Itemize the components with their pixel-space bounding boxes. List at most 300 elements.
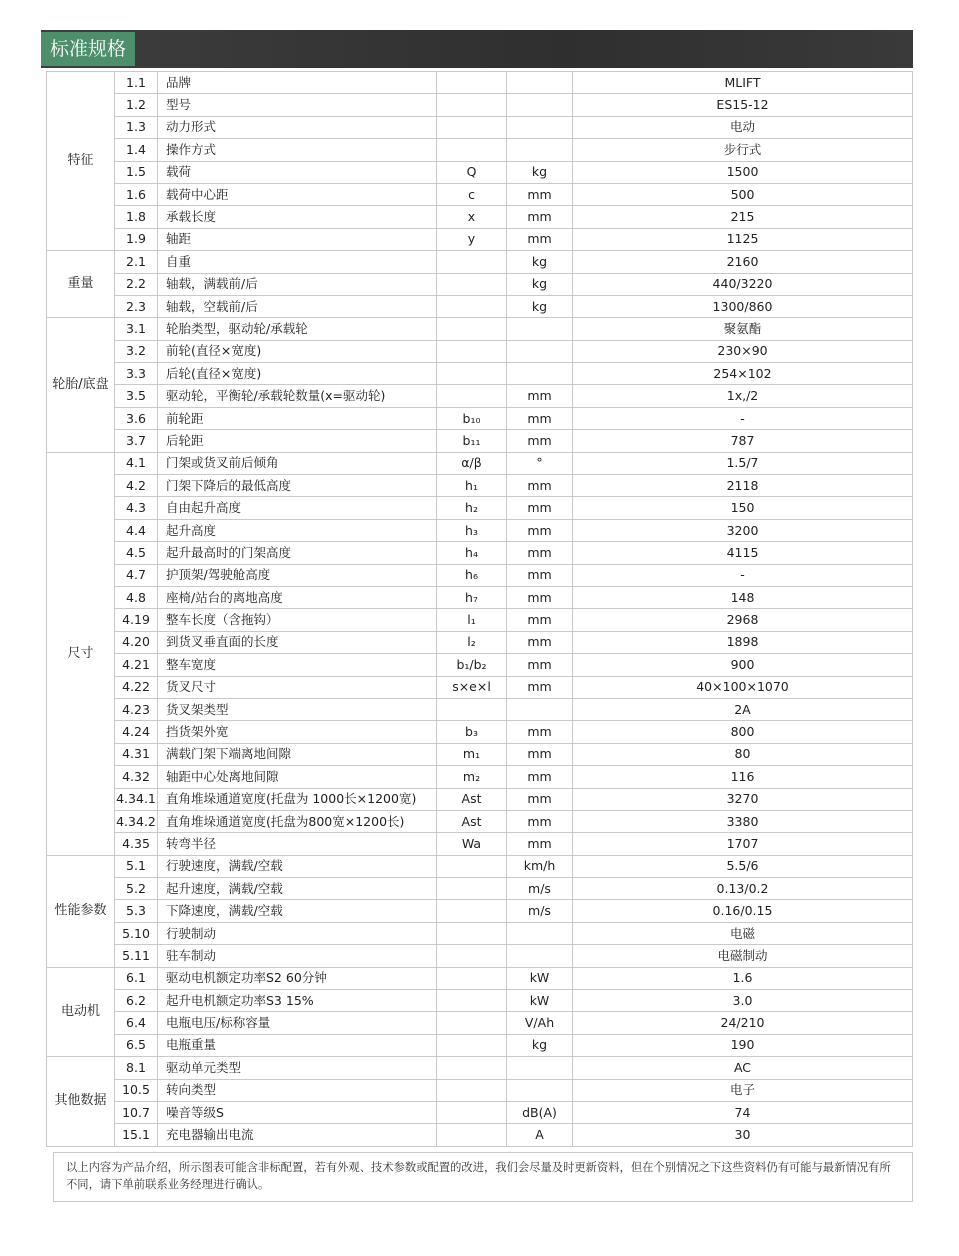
row-number: 1.5 bbox=[115, 161, 158, 183]
row-name: 行驶速度，满载/空载 bbox=[158, 855, 437, 877]
row-number: 4.34.2 bbox=[115, 810, 158, 832]
row-unit bbox=[507, 1079, 573, 1101]
table-row bbox=[47, 1101, 913, 1123]
table-row bbox=[47, 273, 913, 295]
row-number: 4.31 bbox=[115, 743, 158, 765]
row-unit: mm bbox=[507, 542, 573, 564]
row-name: 型号 bbox=[158, 94, 437, 116]
row-number: 4.21 bbox=[115, 654, 158, 676]
row-value: 215 bbox=[573, 206, 913, 228]
row-symbol: y bbox=[437, 228, 507, 250]
table-row bbox=[47, 721, 913, 743]
row-name: 前轮(直径×宽度) bbox=[158, 340, 437, 362]
table-row bbox=[47, 228, 913, 250]
row-name: 座椅/站台的离地高度 bbox=[158, 586, 437, 608]
row-value: 电磁制动 bbox=[573, 945, 913, 967]
row-name: 下降速度，满载/空载 bbox=[158, 900, 437, 922]
disclaimer-text: 以上内容为产品介绍，所示图表可能含非标配置，若有外观、技术参数或配置的改进，我们会尽量及时更新资料，但在个别情况之下这些资料仍有可能与最新情况有所不同，请下单前联系业务经理进行确认。 bbox=[66, 1161, 891, 1191]
row-number: 1.3 bbox=[115, 116, 158, 138]
table-row bbox=[47, 340, 913, 362]
row-name: 驻车制动 bbox=[158, 945, 437, 967]
row-number: 4.2 bbox=[115, 475, 158, 497]
row-value: 440/3220 bbox=[573, 273, 913, 295]
row-number: 4.3 bbox=[115, 497, 158, 519]
row-unit: kg bbox=[507, 1034, 573, 1056]
row-symbol bbox=[437, 273, 507, 295]
table-row bbox=[47, 1079, 913, 1101]
row-symbol: m₂ bbox=[437, 766, 507, 788]
row-unit bbox=[507, 116, 573, 138]
row-unit: m/s bbox=[507, 878, 573, 900]
row-unit bbox=[507, 945, 573, 967]
row-symbol bbox=[437, 922, 507, 944]
row-name: 门架或货叉前后倾角 bbox=[158, 452, 437, 474]
row-symbol bbox=[437, 251, 507, 273]
row-name: 转弯半径 bbox=[158, 833, 437, 855]
row-unit: mm bbox=[507, 228, 573, 250]
row-symbol bbox=[437, 967, 507, 989]
row-number: 6.2 bbox=[115, 990, 158, 1012]
table-row bbox=[47, 161, 913, 183]
row-number: 8.1 bbox=[115, 1057, 158, 1079]
row-name: 直角堆垛通道宽度(托盘为 1000长×1200宽) bbox=[158, 788, 437, 810]
row-number: 4.24 bbox=[115, 721, 158, 743]
row-symbol bbox=[437, 1079, 507, 1101]
spec-table-body bbox=[47, 72, 913, 1147]
row-symbol: Wa bbox=[437, 833, 507, 855]
row-value: - bbox=[573, 564, 913, 586]
row-symbol: h₁ bbox=[437, 475, 507, 497]
row-unit: mm bbox=[507, 430, 573, 452]
row-value: - bbox=[573, 407, 913, 429]
table-row bbox=[47, 94, 913, 116]
row-symbol: l₁ bbox=[437, 609, 507, 631]
group-label: 电动机 bbox=[47, 967, 115, 1057]
row-name: 起升电机额定功率S3 15% bbox=[158, 990, 437, 1012]
row-name: 起升速度，满载/空载 bbox=[158, 878, 437, 900]
table-row bbox=[47, 564, 913, 586]
row-unit: mm bbox=[507, 676, 573, 698]
row-unit bbox=[507, 340, 573, 362]
row-number: 4.5 bbox=[115, 542, 158, 564]
row-symbol bbox=[437, 945, 507, 967]
row-unit: mm bbox=[507, 586, 573, 608]
row-unit: mm bbox=[507, 833, 573, 855]
row-unit bbox=[507, 698, 573, 720]
row-value: 4115 bbox=[573, 542, 913, 564]
row-unit: mm bbox=[507, 385, 573, 407]
row-number: 1.1 bbox=[115, 72, 158, 94]
table-row bbox=[47, 206, 913, 228]
row-symbol bbox=[437, 94, 507, 116]
row-name: 载荷 bbox=[158, 161, 437, 183]
row-number: 3.7 bbox=[115, 430, 158, 452]
table-row bbox=[47, 407, 913, 429]
row-unit: ° bbox=[507, 452, 573, 474]
row-value: 步行式 bbox=[573, 139, 913, 161]
row-unit: kg bbox=[507, 161, 573, 183]
row-number: 3.5 bbox=[115, 385, 158, 407]
row-number: 4.1 bbox=[115, 452, 158, 474]
group-label: 轮胎/底盘 bbox=[47, 318, 115, 452]
row-name: 操作方式 bbox=[158, 139, 437, 161]
row-unit bbox=[507, 363, 573, 385]
row-symbol bbox=[437, 1012, 507, 1034]
group-label: 性能参数 bbox=[47, 855, 115, 967]
table-row bbox=[47, 363, 913, 385]
row-unit: dB(A) bbox=[507, 1101, 573, 1123]
row-symbol: b₁₀ bbox=[437, 407, 507, 429]
row-value: 800 bbox=[573, 721, 913, 743]
row-value: 40×100×1070 bbox=[573, 676, 913, 698]
row-value: 1500 bbox=[573, 161, 913, 183]
row-symbol: h₆ bbox=[437, 564, 507, 586]
table-row bbox=[47, 183, 913, 205]
row-number: 5.3 bbox=[115, 900, 158, 922]
row-name: 整车长度（含拖钩） bbox=[158, 609, 437, 631]
row-value: 190 bbox=[573, 1034, 913, 1056]
table-row bbox=[47, 855, 913, 877]
row-value: 1.5/7 bbox=[573, 452, 913, 474]
row-value: 787 bbox=[573, 430, 913, 452]
table-row bbox=[47, 452, 913, 474]
row-number: 1.6 bbox=[115, 183, 158, 205]
row-symbol: Q bbox=[437, 161, 507, 183]
table-row bbox=[47, 519, 913, 541]
row-value: 1125 bbox=[573, 228, 913, 250]
row-value: 5.5/6 bbox=[573, 855, 913, 877]
table-row bbox=[47, 676, 913, 698]
row-name: 前轮距 bbox=[158, 407, 437, 429]
row-symbol: α/β bbox=[437, 452, 507, 474]
table-row bbox=[47, 295, 913, 317]
table-row bbox=[47, 922, 913, 944]
row-name: 起升高度 bbox=[158, 519, 437, 541]
row-name: 轴距 bbox=[158, 228, 437, 250]
page-title: 标准规格 bbox=[41, 32, 135, 66]
row-unit: kg bbox=[507, 273, 573, 295]
row-symbol bbox=[437, 1124, 507, 1146]
header-bar bbox=[41, 30, 913, 68]
row-unit: mm bbox=[507, 206, 573, 228]
row-symbol bbox=[437, 698, 507, 720]
table-row bbox=[47, 654, 913, 676]
row-value: 150 bbox=[573, 497, 913, 519]
row-name: 轴载，满载前/后 bbox=[158, 273, 437, 295]
row-value: 3200 bbox=[573, 519, 913, 541]
row-unit: kg bbox=[507, 295, 573, 317]
row-name: 噪音等级S bbox=[158, 1101, 437, 1123]
row-unit bbox=[507, 94, 573, 116]
row-name: 充电器输出电流 bbox=[158, 1124, 437, 1146]
row-value: 3380 bbox=[573, 810, 913, 832]
row-number: 4.20 bbox=[115, 631, 158, 653]
row-name: 电瓶重量 bbox=[158, 1034, 437, 1056]
row-value: 2118 bbox=[573, 475, 913, 497]
row-value: 254×102 bbox=[573, 363, 913, 385]
table-row bbox=[47, 497, 913, 519]
row-name: 自重 bbox=[158, 251, 437, 273]
row-number: 3.2 bbox=[115, 340, 158, 362]
row-number: 4.22 bbox=[115, 676, 158, 698]
row-unit: A bbox=[507, 1124, 573, 1146]
row-unit: m/s bbox=[507, 900, 573, 922]
row-name: 驱动轮，平衡轮/承载轮数量(x=驱动轮) bbox=[158, 385, 437, 407]
row-name: 货叉尺寸 bbox=[158, 676, 437, 698]
row-name: 驱动电机额定功率S2 60分钟 bbox=[158, 967, 437, 989]
row-name: 行驶制动 bbox=[158, 922, 437, 944]
row-symbol bbox=[437, 340, 507, 362]
row-number: 4.7 bbox=[115, 564, 158, 586]
row-symbol: Ast bbox=[437, 788, 507, 810]
row-unit: mm bbox=[507, 721, 573, 743]
table-row bbox=[47, 698, 913, 720]
table-row bbox=[47, 385, 913, 407]
row-number: 2.3 bbox=[115, 295, 158, 317]
row-value: 1300/860 bbox=[573, 295, 913, 317]
row-value: 148 bbox=[573, 586, 913, 608]
row-value: ES15-12 bbox=[573, 94, 913, 116]
row-name: 门架下降后的最低高度 bbox=[158, 475, 437, 497]
row-value: 2A bbox=[573, 698, 913, 720]
row-symbol bbox=[437, 878, 507, 900]
row-number: 6.4 bbox=[115, 1012, 158, 1034]
row-unit: mm bbox=[507, 766, 573, 788]
row-name: 自由起升高度 bbox=[158, 497, 437, 519]
row-number: 3.1 bbox=[115, 318, 158, 340]
row-unit: mm bbox=[507, 743, 573, 765]
row-value: 0.13/0.2 bbox=[573, 878, 913, 900]
table-row bbox=[47, 945, 913, 967]
row-symbol bbox=[437, 295, 507, 317]
row-name: 货叉架类型 bbox=[158, 698, 437, 720]
table-row bbox=[47, 967, 913, 989]
row-symbol bbox=[437, 1101, 507, 1123]
row-number: 3.3 bbox=[115, 363, 158, 385]
row-unit: mm bbox=[507, 788, 573, 810]
row-value: 3270 bbox=[573, 788, 913, 810]
group-label: 特征 bbox=[47, 72, 115, 251]
row-name: 电瓶电压/标称容量 bbox=[158, 1012, 437, 1034]
row-value: 500 bbox=[573, 183, 913, 205]
row-value: 30 bbox=[573, 1124, 913, 1146]
group-label: 其他数据 bbox=[47, 1057, 115, 1147]
row-symbol: h₂ bbox=[437, 497, 507, 519]
row-number: 1.2 bbox=[115, 94, 158, 116]
table-row bbox=[47, 788, 913, 810]
table-row bbox=[47, 586, 913, 608]
table-row bbox=[47, 251, 913, 273]
table-row bbox=[47, 810, 913, 832]
row-value: 电动 bbox=[573, 116, 913, 138]
row-value: 1707 bbox=[573, 833, 913, 855]
row-unit: mm bbox=[507, 810, 573, 832]
spec-table bbox=[46, 71, 913, 1147]
row-value: 116 bbox=[573, 766, 913, 788]
row-unit: mm bbox=[507, 609, 573, 631]
row-name: 轴距中心处离地间隙 bbox=[158, 766, 437, 788]
row-name: 轮胎类型，驱动轮/承载轮 bbox=[158, 318, 437, 340]
row-number: 1.4 bbox=[115, 139, 158, 161]
row-unit: mm bbox=[507, 654, 573, 676]
row-number: 4.23 bbox=[115, 698, 158, 720]
table-row bbox=[47, 139, 913, 161]
group-label: 重量 bbox=[47, 251, 115, 318]
row-number: 2.1 bbox=[115, 251, 158, 273]
row-symbol: c bbox=[437, 183, 507, 205]
table-row bbox=[47, 631, 913, 653]
row-symbol bbox=[437, 116, 507, 138]
row-unit: kg bbox=[507, 251, 573, 273]
table-row bbox=[47, 318, 913, 340]
row-value: 2968 bbox=[573, 609, 913, 631]
row-unit bbox=[507, 318, 573, 340]
row-value: 24/210 bbox=[573, 1012, 913, 1034]
row-symbol: h₇ bbox=[437, 586, 507, 608]
row-value: AC bbox=[573, 1057, 913, 1079]
row-name: 起升最高时的门架高度 bbox=[158, 542, 437, 564]
row-number: 4.8 bbox=[115, 586, 158, 608]
table-row bbox=[47, 475, 913, 497]
row-symbol bbox=[437, 990, 507, 1012]
row-symbol: l₂ bbox=[437, 631, 507, 653]
row-symbol bbox=[437, 139, 507, 161]
row-unit: V/Ah bbox=[507, 1012, 573, 1034]
row-name: 护顶架/驾驶舱高度 bbox=[158, 564, 437, 586]
row-name: 满载门架下端离地间隙 bbox=[158, 743, 437, 765]
row-unit bbox=[507, 72, 573, 94]
row-name: 品牌 bbox=[158, 72, 437, 94]
table-row bbox=[47, 1057, 913, 1079]
row-symbol bbox=[437, 1057, 507, 1079]
row-number: 2.2 bbox=[115, 273, 158, 295]
row-unit: mm bbox=[507, 564, 573, 586]
table-row bbox=[47, 609, 913, 631]
row-symbol: b₁/b₂ bbox=[437, 654, 507, 676]
row-value: 2160 bbox=[573, 251, 913, 273]
row-symbol bbox=[437, 363, 507, 385]
row-value: 电磁 bbox=[573, 922, 913, 944]
row-name: 直角堆垛通道宽度(托盘为800宽×1200长) bbox=[158, 810, 437, 832]
row-number: 4.34.1 bbox=[115, 788, 158, 810]
row-number: 5.1 bbox=[115, 855, 158, 877]
row-symbol: m₁ bbox=[437, 743, 507, 765]
row-name: 载荷中心距 bbox=[158, 183, 437, 205]
row-unit: kW bbox=[507, 967, 573, 989]
row-value: 聚氨酯 bbox=[573, 318, 913, 340]
row-symbol bbox=[437, 72, 507, 94]
row-value: 230×90 bbox=[573, 340, 913, 362]
row-unit: mm bbox=[507, 475, 573, 497]
row-symbol: h₄ bbox=[437, 542, 507, 564]
row-number: 4.35 bbox=[115, 833, 158, 855]
row-value: 0.16/0.15 bbox=[573, 900, 913, 922]
row-name: 整车宽度 bbox=[158, 654, 437, 676]
row-value: 1x,/2 bbox=[573, 385, 913, 407]
row-number: 4.4 bbox=[115, 519, 158, 541]
row-symbol bbox=[437, 855, 507, 877]
row-number: 4.19 bbox=[115, 609, 158, 631]
table-row bbox=[47, 430, 913, 452]
row-unit: km/h bbox=[507, 855, 573, 877]
row-name: 动力形式 bbox=[158, 116, 437, 138]
row-value: MLIFT bbox=[573, 72, 913, 94]
row-value: 74 bbox=[573, 1101, 913, 1123]
row-unit: mm bbox=[507, 631, 573, 653]
row-value: 80 bbox=[573, 743, 913, 765]
table-row bbox=[47, 542, 913, 564]
table-row bbox=[47, 833, 913, 855]
row-symbol: b₁₁ bbox=[437, 430, 507, 452]
row-value: 电子 bbox=[573, 1079, 913, 1101]
row-unit bbox=[507, 922, 573, 944]
row-name: 转向类型 bbox=[158, 1079, 437, 1101]
row-symbol: x bbox=[437, 206, 507, 228]
row-number: 4.32 bbox=[115, 766, 158, 788]
row-name: 挡货架外宽 bbox=[158, 721, 437, 743]
table-row bbox=[47, 878, 913, 900]
row-value: 1898 bbox=[573, 631, 913, 653]
row-number: 1.8 bbox=[115, 206, 158, 228]
row-number: 15.1 bbox=[115, 1124, 158, 1146]
table-row bbox=[47, 116, 913, 138]
row-symbol bbox=[437, 900, 507, 922]
row-number: 6.5 bbox=[115, 1034, 158, 1056]
row-unit: mm bbox=[507, 497, 573, 519]
table-row bbox=[47, 1034, 913, 1056]
row-symbol: Ast bbox=[437, 810, 507, 832]
row-name: 后轮(直径×宽度) bbox=[158, 363, 437, 385]
row-value: 1.6 bbox=[573, 967, 913, 989]
row-number: 5.10 bbox=[115, 922, 158, 944]
row-value: 900 bbox=[573, 654, 913, 676]
row-unit: mm bbox=[507, 407, 573, 429]
disclaimer-note bbox=[53, 1152, 913, 1202]
row-name: 轴载，空载前/后 bbox=[158, 295, 437, 317]
row-symbol: s×e×l bbox=[437, 676, 507, 698]
row-number: 5.11 bbox=[115, 945, 158, 967]
row-unit bbox=[507, 139, 573, 161]
table-row bbox=[47, 1012, 913, 1034]
row-symbol bbox=[437, 318, 507, 340]
row-unit: mm bbox=[507, 519, 573, 541]
row-number: 3.6 bbox=[115, 407, 158, 429]
row-name: 后轮距 bbox=[158, 430, 437, 452]
row-unit: kW bbox=[507, 990, 573, 1012]
row-number: 1.9 bbox=[115, 228, 158, 250]
row-name: 承载长度 bbox=[158, 206, 437, 228]
table-row bbox=[47, 766, 913, 788]
table-row bbox=[47, 990, 913, 1012]
row-number: 10.5 bbox=[115, 1079, 158, 1101]
row-unit: mm bbox=[507, 183, 573, 205]
row-number: 6.1 bbox=[115, 967, 158, 989]
table-row bbox=[47, 1124, 913, 1146]
row-name: 驱动单元类型 bbox=[158, 1057, 437, 1079]
table-row bbox=[47, 743, 913, 765]
group-label: 尺寸 bbox=[47, 452, 115, 855]
row-value: 3.0 bbox=[573, 990, 913, 1012]
row-symbol bbox=[437, 385, 507, 407]
table-row bbox=[47, 900, 913, 922]
row-number: 10.7 bbox=[115, 1101, 158, 1123]
row-symbol bbox=[437, 1034, 507, 1056]
table-row bbox=[47, 72, 913, 94]
row-symbol: h₃ bbox=[437, 519, 507, 541]
row-symbol: b₃ bbox=[437, 721, 507, 743]
row-unit bbox=[507, 1057, 573, 1079]
row-number: 5.2 bbox=[115, 878, 158, 900]
